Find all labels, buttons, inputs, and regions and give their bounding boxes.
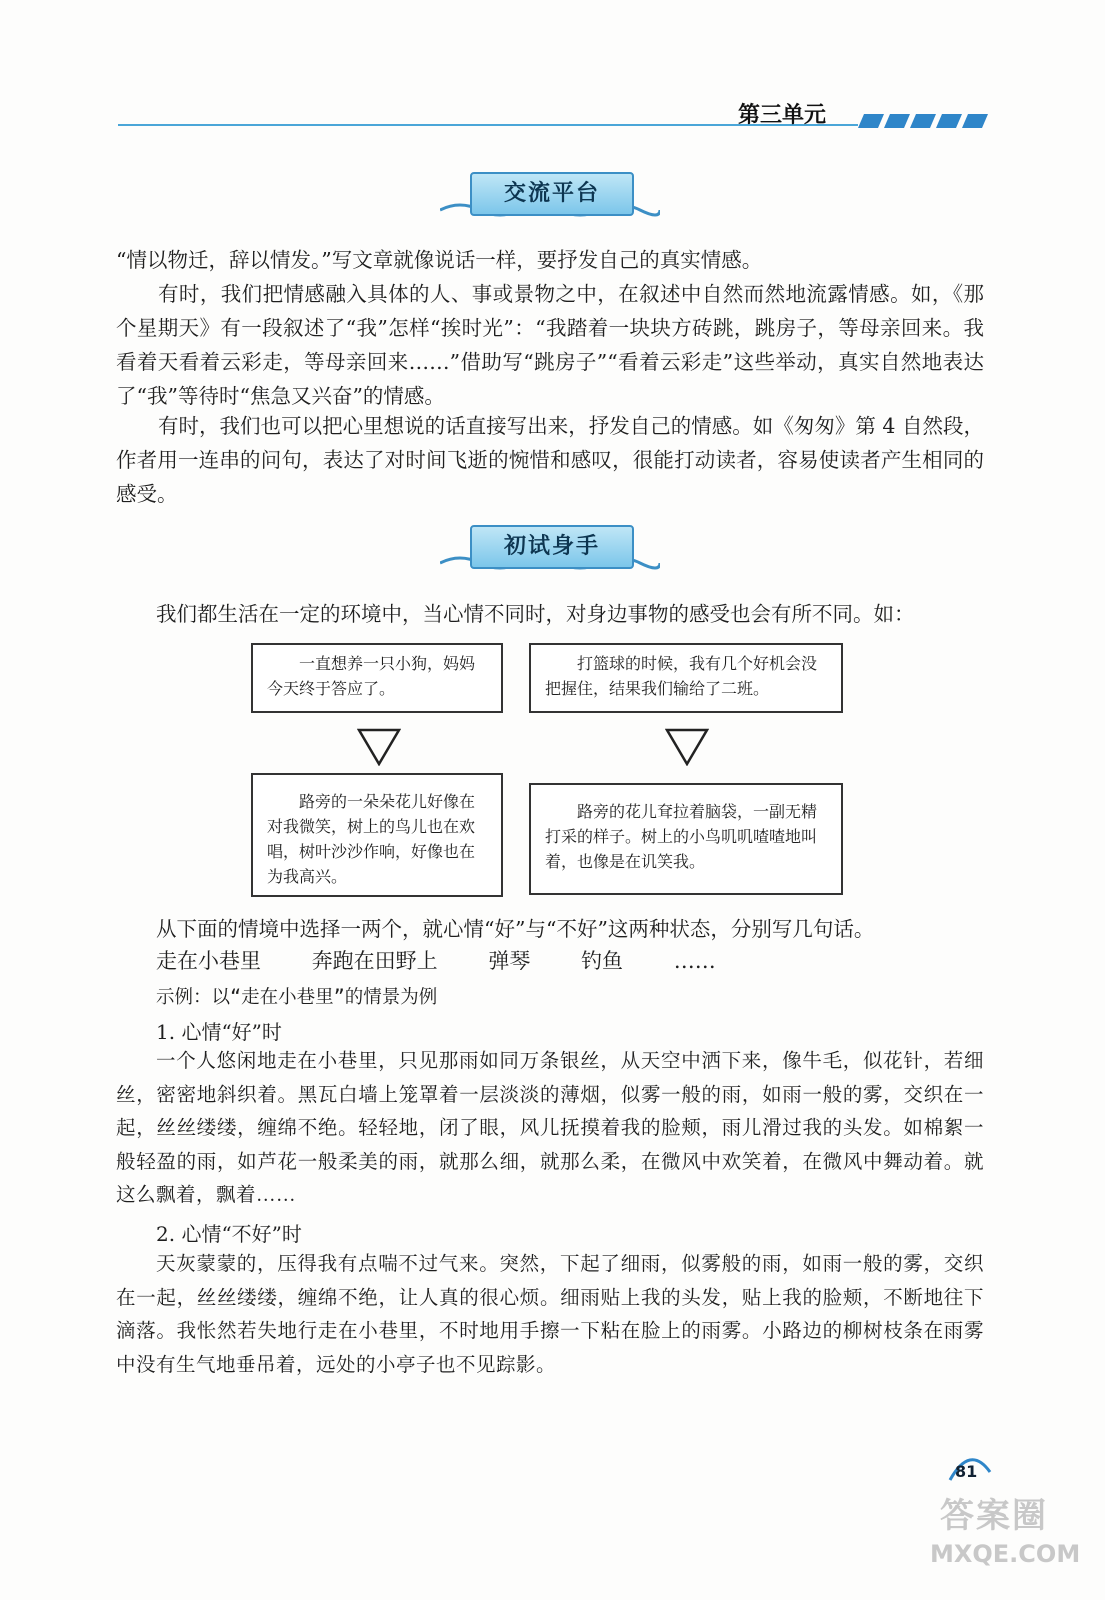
exchange-paragraph-1: “情以物迁，辞以情发。”写文章就像说话一样，要抒发自己的真实情感。 xyxy=(116,248,763,272)
mood-box-good-event xyxy=(251,643,503,713)
example-label: 示例：以“走在小巷里”的情景为例 xyxy=(156,987,438,1008)
section-title-practice: 初试身手 xyxy=(470,525,634,569)
good-mood-text: 一个人悠闲地走在小巷里，只见那雨如同万条银丝，从天空中洒下来，像牛毛，似花针，若细丝，密密地斜织着。黑瓦白墙上笼罩着一层淡淡的薄烟，似雾一般的雨，如雨一般的雾，交织在一起，丝丝缕缕，缠绵不绝。轻轻地，闭了眼，风儿抚摸着我的脸颊，雨儿滑过我的头发。如棉絮一般轻盈的雨，如芦花一般柔美的雨，就那么细，就那么柔，在微风中欢笑着，在微风中舞动着。就这么飘着，飘着…… xyxy=(116,1051,984,1206)
unit-title: 第三单元 xyxy=(738,103,827,128)
mood-box-bad-event xyxy=(529,643,843,713)
mood-box-text: 打篮球的时候，我有几个好机会没把握住，结果我们输给了二班。 xyxy=(545,654,818,698)
scene-item: …… xyxy=(673,949,716,973)
scene-list xyxy=(156,945,760,975)
header-stripes-decoration xyxy=(858,114,988,128)
scene-item: 弹琴 xyxy=(488,949,531,973)
watermark-logo: 答案圈 xyxy=(940,1496,1048,1536)
watermark-url: MXQE.COM xyxy=(930,1540,1081,1568)
bad-mood-text: 天灰蒙蒙的，压得我有点喘不过气来。突然，下起了细雨，似雾般的雨，如雨一般的雾，交织在一起，丝丝缕缕，缠绵不绝，让人真的很心烦。细雨贴上我的头发，贴上我的脸颊，不断地往下滴落。我怅然若失地行走在小巷里，不时地用手擦一下粘在脸上的雨雾。小路边的柳树枝条在雨雾中没有生气地垂吊着，远处的小亭子也不见踪影。 xyxy=(116,1254,984,1376)
mood-box-text: 路旁的一朵朵花儿好像在对我微笑，树上的鸟儿也在欢唱，树叶沙沙作响，好像也在为我高兴。 xyxy=(267,792,476,886)
scene-item: 钓鱼 xyxy=(581,949,624,973)
scene-item: 奔跑在田野上 xyxy=(311,949,438,973)
good-mood-heading: 1. 心情“好”时 xyxy=(156,1020,282,1044)
exchange-paragraph-3: 有时，我们也可以把心里想说的话直接写出来，抒发自己的情感。如《匆匆》第 4 自然段，作者用一连串的问句，表达了对时间飞逝的惋惜和感叹，很能打动读者，容易使读者产生相同的感受。 xyxy=(116,414,984,506)
bad-mood-heading: 2. 心情“不好”时 xyxy=(156,1222,302,1246)
scene-item: 走在小巷里 xyxy=(156,949,261,973)
section-badge-exchange xyxy=(440,172,660,222)
down-triangle-icon xyxy=(665,728,709,766)
down-triangle-icon xyxy=(357,728,401,766)
exchange-paragraph-2: 有时，我们把情感融入具体的人、事或景物之中，在叙述中自然而然地流露情感。如，《那个星期天》有一段叙述了“我”怎样“挨时光”：“我踏着一块块方砖跳，跳房子，等母亲回来。我看着天看着云彩走，等母亲回来……”借助写“跳房子”“看着云彩走”这些举动，真实自然地表达了“我”等待时“焦急又兴奋”的情感。 xyxy=(116,282,984,408)
page-number: 81 xyxy=(955,1462,978,1481)
section-title-exchange: 交流平台 xyxy=(470,172,634,216)
practice-task: 从下面的情境中选择一两个，就心情“好”与“不好”这两种状态，分别写几句话。 xyxy=(156,917,875,941)
mood-box-text: 路旁的花儿耷拉着脑袋，一副无精打采的样子。树上的小鸟叽叽喳喳地叫着，也像是在讥笑我。 xyxy=(545,802,818,871)
mood-box-good-scene xyxy=(251,773,503,897)
mood-box-bad-scene xyxy=(529,783,843,895)
section-badge-practice xyxy=(440,525,660,575)
practice-intro: 我们都生活在一定的环境中，当心情不同时，对身边事物的感受也会有所不同。如： xyxy=(156,602,915,626)
mood-box-text: 一直想养一只小狗，妈妈今天终于答应了。 xyxy=(267,654,476,698)
